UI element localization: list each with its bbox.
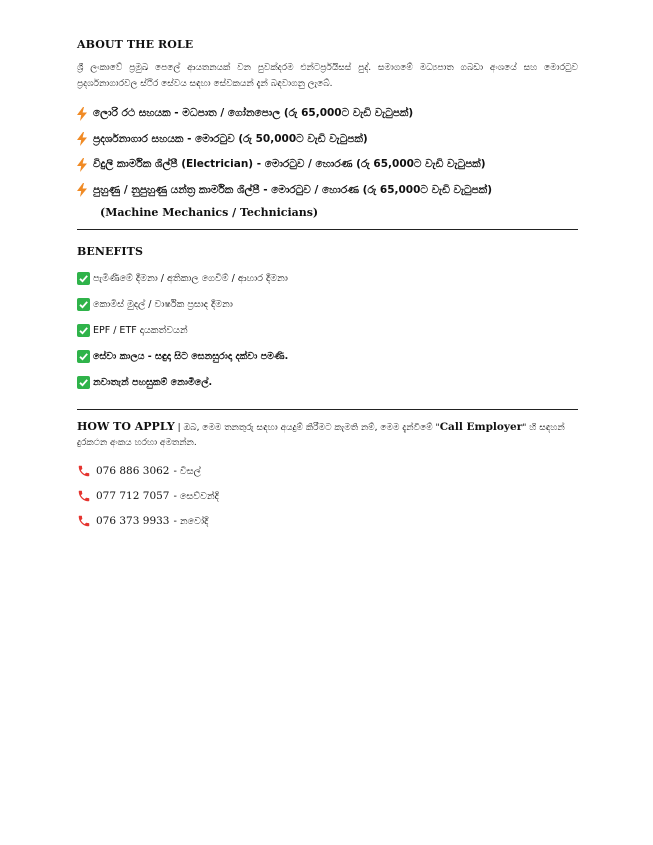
phone-icon [77,464,91,478]
benefit-item [77,318,578,344]
contact-name: - සෙව්වන්දි [173,490,219,502]
phone-number[interactable]: 076 886 3062 [96,465,170,478]
phone-contact[interactable] [77,459,578,484]
checkmark-icon [77,376,90,389]
role-item [77,127,578,153]
lightning-bolt-icon [77,132,87,146]
benefit-text: පැමිණීමේ දීමනා / අතිකාල ගෙවීම් / ආහාර දීමනා [93,273,288,285]
lightning-bolt-icon [77,158,87,172]
benefit-item [77,266,578,292]
benefits-heading: BENEFITS [77,245,144,258]
role-item [77,178,578,204]
phone-list [77,459,578,534]
call-employer-label: Call Employer [439,420,523,433]
benefit-text: නවාතැන් පහසුකම් නොමිලේ. [93,376,213,388]
apply-heading: HOW TO APPLY [77,419,175,433]
about-heading: ABOUT THE ROLE [77,38,194,51]
apply-text-before: ඔබ, මෙම තනතුරු සඳහා අයදුම් කිරීමට කැමති නම්, මෙම දැන්වීමේ " [183,422,440,433]
benefit-list [77,266,578,395]
benefit-item [77,292,578,318]
apply-text-after: " හි සඳහන් දුරකථන අංකය හරහා අමතන්න. [77,422,565,448]
benefit-text: සේවා කාලය - සඳුදා සිට සෙනසුරාදා දක්වා පමණි. [93,350,289,362]
section-divider [77,409,578,410]
about-intro: ශ්‍රී ලංකාවේ ප්‍රමුඛ පෙලේ ආයතනයක් වන පුවක්දරම එන්ටර්ප්‍රයිසස් පුද්. සමාගමේ මධ්‍යපාත ගබඩා අංශයේ සහ මොරටුව ප්‍රදර්ශනාගාරවල ස්ථිර සේවය සඳහා සේවකයන් දැන් බඳවාගනු ලැබේ. [77,63,578,89]
role-subtitle: (Machine Mechanics / Technicians) [100,206,319,219]
role-list [77,101,578,203]
benefits-section [77,245,578,395]
role-text: ලොරි රථ සහයක - මධපාත / ගෝනපොල (රු 65,000ට වැඩි වැටුපක්) [93,107,414,120]
role-text: විදුලි කාර්මික ශිල්පී (Electrician) - මොරටුව / හොරණ (රු 65,000ට වැඩි වැටුපක්) [93,158,486,171]
benefit-text: EPF / ETF දායකත්වයන් [93,324,188,336]
apply-section [77,419,578,534]
benefit-item [77,369,578,395]
phone-number[interactable]: 077 712 7057 [96,490,170,503]
phone-number[interactable]: 076 373 9933 [96,515,170,528]
checkmark-icon [77,298,90,311]
contact-name: - නවෝදි [173,515,209,527]
apply-separator: | [174,422,184,433]
apply-paragraph [77,419,578,451]
phone-contact[interactable] [77,509,578,534]
phone-icon [77,514,91,528]
checkmark-icon [77,272,90,285]
phone-contact[interactable] [77,484,578,509]
section-divider [77,229,578,230]
job-post-page [77,38,578,534]
contact-name: - විසල් [173,465,201,477]
checkmark-icon [77,350,90,363]
benefit-item [77,343,578,369]
role-text: පුහුණු / නුපුහුණු යන්ත්‍ර කාර්මික ශිල්පී - මොරටුව / හොරණ (රු 65,000ට වැඩි වැටුපක්) [93,183,492,196]
role-item [77,101,578,127]
lightning-bolt-icon [77,183,87,197]
lightning-bolt-icon [77,107,87,121]
about-section [77,38,578,223]
checkmark-icon [77,324,90,337]
phone-icon [77,489,91,503]
role-text: ප්‍රදර්ශනාගාර සහයක - මොරටුව (රු 50,000ට වැඩි වැටුපක්) [93,132,368,145]
role-item [77,152,578,178]
benefit-text: කොමිස් මුදල් / වාර්ෂික ප්‍රසාද දීමනා [93,299,233,311]
